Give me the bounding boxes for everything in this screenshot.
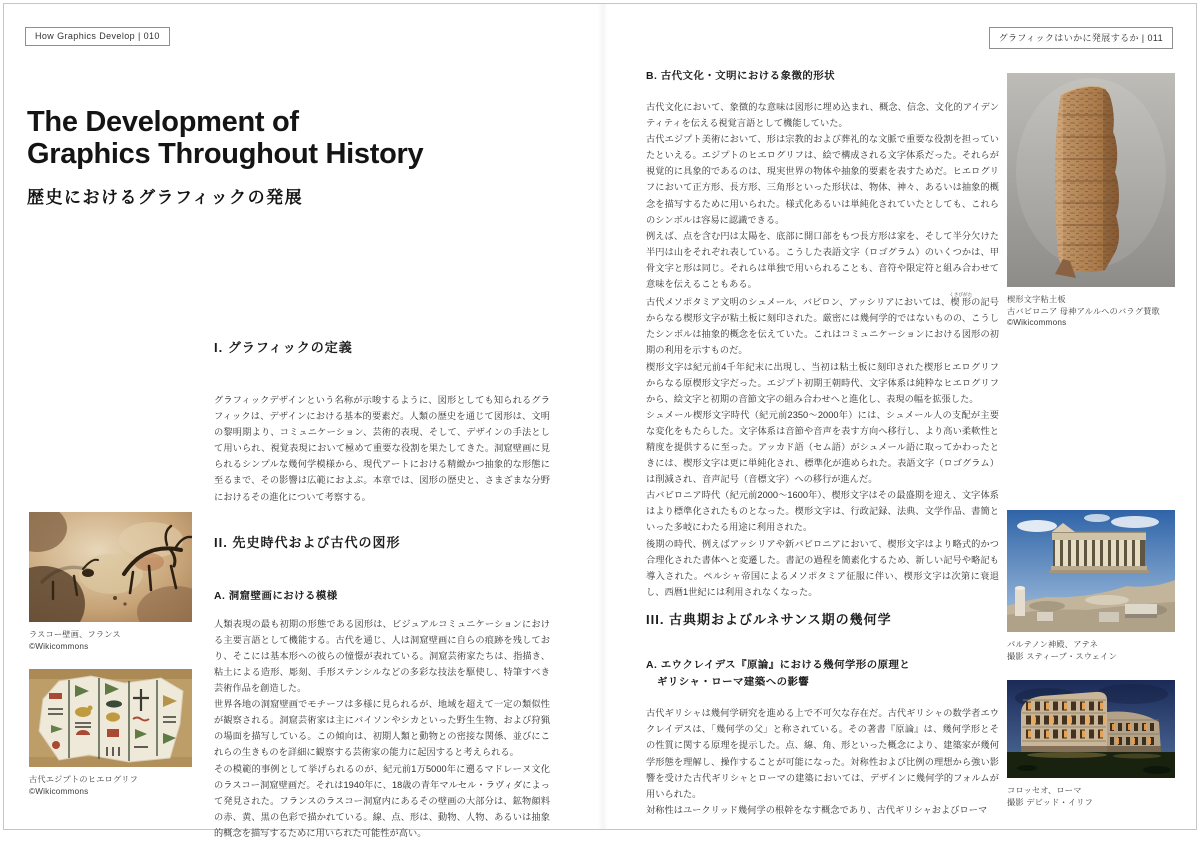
paragraph: 世界各地の洞窟壁画でモチーフは多様に見られるが、地域を超えて一定の類似性が観察される。洞窟芸術家は主にバイソンやシカといった野生生物、および狩猟の場面を描写している。この傾向は、初期人類と動物との密接な関係、並びにこれらの生きものを詳細に観察する芸術家の能力に起因すると考えられる。 [214, 699, 550, 758]
caption-line: 撮影 スティーブ・スウェイン [1007, 651, 1117, 661]
egyptian-hieroglyphs-illustration [29, 669, 192, 767]
paragraph: 人類表現の最も初期の形態である図形は、ビジュアルコミュニケーションにおける主要言語として機能する。古代を通じ、人は洞窟壁画に自らの痕跡を残しており、そこには基本形への彼らの憧憬が表れている。洞窟芸術家たちは、指描き、粘土による造形、彫刻、手形ステンシルなどの多彩な技法を駆使し、特筆すべき芸術作品を創造した。 [214, 618, 550, 694]
lascaux-cave-painting-image [29, 512, 192, 622]
paragraph: 対称性はユークリッド幾何学の根幹をなす概念であり、古代ギリシャおよびローマ [646, 804, 988, 815]
caption-line: 楔形文字粘土板 [1007, 295, 1066, 304]
paragraph: シュメール楔形文字時代（紀元前2350〜2000年）には、シュメール人の支配が主要な変化をもたらした。文字体系は音節や音声を表す方向へ移行し、より高い柔軟性と精度を提供するに至った。アッカド語（セム語）がシュメール語に取ってかわったときには、楔形文字は更に単純化され、標準化が進められた。表語文字（ロゴグラム）は削減され、音声記号（音標文字）への移行が進んだ。 [646, 409, 999, 485]
title-line-2: Graphics Throughout History [27, 137, 424, 170]
parthenon-illustration [1007, 510, 1175, 632]
lascaux-cave-painting-illustration [29, 512, 192, 622]
figure-caption [29, 774, 192, 797]
running-header-right: グラフィックはいかに発展するか | 011 [989, 27, 1173, 49]
figure-hieroglyphs [29, 669, 192, 797]
caption-line: コロッセオ、ローマ [1007, 786, 1082, 795]
chapter-title-en [27, 107, 423, 171]
section-2-heading: II. 先史時代および古代の図形 [214, 534, 401, 550]
section-1-paragraph: グラフィックデザインという名称が示唆するように、図形としても知られるグラフィックは、デザインにおける基本的要素だ。人類の歴史を通じて図形は、文明の黎明期より、コミュニケーション、芸術的表現、そして、デザインの手法として用いられ、視覚表現において極めて重要な役割を果たしてきた。洞窟壁画に見られるシンプルな幾何学模様から、現代アートにおける精緻かつ抽象的な形態に至るまで、その影響は広範におよぶ。本章では、図形の歴史と、さまざまな分野におけるその進化について考察する。 [214, 395, 550, 502]
right-text-column-b [646, 67, 999, 600]
caption-line: ©Wikicommons [1007, 318, 1067, 328]
book-spread [3, 3, 1197, 838]
paragraph: 後期の時代、例えばアッシリアや新バビロニアにおいて、楔形文字はより略式的かつ合理化された書体へと変遷した。書記の過程を簡素化するため、新しい記号や略記も導入された。ペルシャ帝国によるメソポタミア征服に伴い、楔形文字は次第に衰退し、西暦1世紀には利用されなくなった。 [646, 538, 999, 597]
colosseum-image [1007, 680, 1175, 778]
section-1-heading: I. グラフィックの定義 [214, 340, 353, 355]
section-2a-heading: A. 洞窟壁画における模様 [214, 590, 338, 602]
ruby-base: 楔形 [949, 297, 973, 308]
caption-line: 古代エジプトのヒエログリフ [29, 775, 139, 784]
figure-caption [1007, 639, 1175, 662]
section-3-heading: III. 古典期およびルネサンス期の幾何学 [646, 612, 892, 627]
center-fold [598, 4, 608, 829]
text-segment: 古代メソポタミア文明のシュメール、バビロン、アッシリアにおいては、 [646, 297, 951, 308]
section-b-heading: B. 古代文化・文明における象徴的形状 [646, 71, 836, 82]
paragraph: 例えば、点を含む円は太陽を、底部に開口部をもつ長方形は家を、そして半分欠けた半円は山をそれぞれ表している。こうした表語文字（ロゴグラム）のいくつかは、甲骨文字と形は同じ。それらは単独で用いられることも、音符や限定符と組み合わせて意味を伝えることもある。 [646, 230, 999, 290]
parthenon-image [1007, 510, 1175, 632]
caption-line: 撮影 デビッド・イリフ [1007, 797, 1094, 807]
cuneiform-tablet-illustration [1007, 73, 1175, 287]
figure-caption [1007, 294, 1175, 329]
paragraph: 古代文化において、象徴的な意味は図形に埋め込まれ、概念、信念、文化的アイデンティティを伝える視覚言語として機能していた。 [646, 102, 999, 129]
text-segment: の記号からなる楔形文字が粘土板に刻印された。厳密には幾何学的ではないものの、こうしたシンボルは抽象的概念を伝えていた。これはコミュニケーションにおける図形の初期の利用を示すものだ。 [646, 297, 999, 356]
paragraph: 古代エジプト美術において、形は宗教的および葬礼的な文脈で重要な役割を担っていたといえる。エジプトのヒエログリフは、絵で構成される文字体系だった。それらが視覚的に具象的であるのは、現実世界の物体や抽象的要素を表すためだ。ヒエログリフにおいて正方形、長方形、三角形といった形状は、物体、神々、あるいは抽象的概念を描写するために用いられた。様式化あるいは単純化されていたとしても、これらのシンボルは容易に認識できる。 [646, 134, 999, 225]
colosseum-illustration [1007, 680, 1175, 778]
figure-cuneiform-tablet [1007, 73, 1175, 329]
figure-lascaux [29, 512, 192, 652]
figure-caption [29, 629, 192, 652]
caption-line: ラスコー壁画、フランス [29, 630, 121, 639]
paragraph-cuneiform [646, 292, 999, 358]
title-line-1: The Development of [27, 106, 299, 138]
paragraph: 古バビロニア時代（紀元前2000〜1600年）、楔形文字はその最盛期を迎え、文字体系はより標準化されたものとなった。楔形文字は、行政記録、法典、文学作品、書簡といった多岐にわたる用途に利用された。 [646, 490, 999, 533]
ruby-text: くさびがた [949, 292, 973, 298]
egyptian-hieroglyphs-image [29, 669, 192, 767]
right-text-column-section3 [646, 609, 999, 818]
figure-caption [1007, 785, 1175, 808]
section-3a-heading-line1: A. エウクレイデス『原論』における幾何学形の原理と [646, 660, 911, 671]
left-text-column [214, 337, 550, 841]
cuneiform-tablet-image [1007, 73, 1175, 287]
figure-colosseum [1007, 680, 1175, 808]
caption-line: パルテノン神殿、アテネ [1007, 640, 1099, 649]
figure-parthenon [1007, 510, 1175, 662]
paragraph: 楔形文字は紀元前4千年紀末に出現し、当初は粘土板に刻印された楔形ヒエログリフからなる原楔形文字だった。エジプト初期王朝時代、文字体系は純粋なヒエログリフから、絵文字と初期の音節文字の組み合わせへと進化し、表現の幅を拡張した。 [646, 361, 999, 404]
section-3a-heading [646, 658, 999, 691]
section-3a-heading-line2: ギリシャ・ローマ建築への影響 [657, 676, 810, 688]
paragraph: 古代ギリシャは幾何学研究を進める上で不可欠な存在だ。古代ギリシャの数学者エウクレイデスは、「幾何学の父」と称されている。その著書『原論』は、幾何学形とその性質に関する原理を提示した。点、線、角、形といった概念により、建築家が幾何学形態を理解し、操作することが可能になった。対称性および比例の理想から強い影響を受けた古代ギリシャとローマの建築においては、デザインに幾何学的フォルムが用いられた。 [646, 708, 999, 799]
paragraph: その模範的事例として挙げられるのが、紀元前1万5000年に遡るマドレーヌ文化のラスコー洞窟壁画だ。それは1940年に、18歳の青年マルセル・ラヴィダによって発見された。フランスのラスコー洞窟内にあるその壁画の大部分は、鉱物顔料の赤、黄、黒の色彩で描かれている。線、点、形は、動物、人物、あるいは抽象的概念を描写するために用いられた可能性が高い。 [214, 763, 550, 838]
running-header-left: How Graphics Develop | 010 [25, 27, 170, 46]
chapter-title-block [27, 107, 423, 208]
caption-line: ©Wikicommons [29, 641, 89, 651]
caption-line: 古バビロニア 母神アルルへのバラグ賛歌 [1007, 306, 1160, 316]
caption-line: ©Wikicommons [29, 786, 89, 796]
chapter-title-ja: 歴史におけるグラフィックの発展 [27, 187, 304, 207]
ruby-kusabigata [949, 292, 973, 308]
